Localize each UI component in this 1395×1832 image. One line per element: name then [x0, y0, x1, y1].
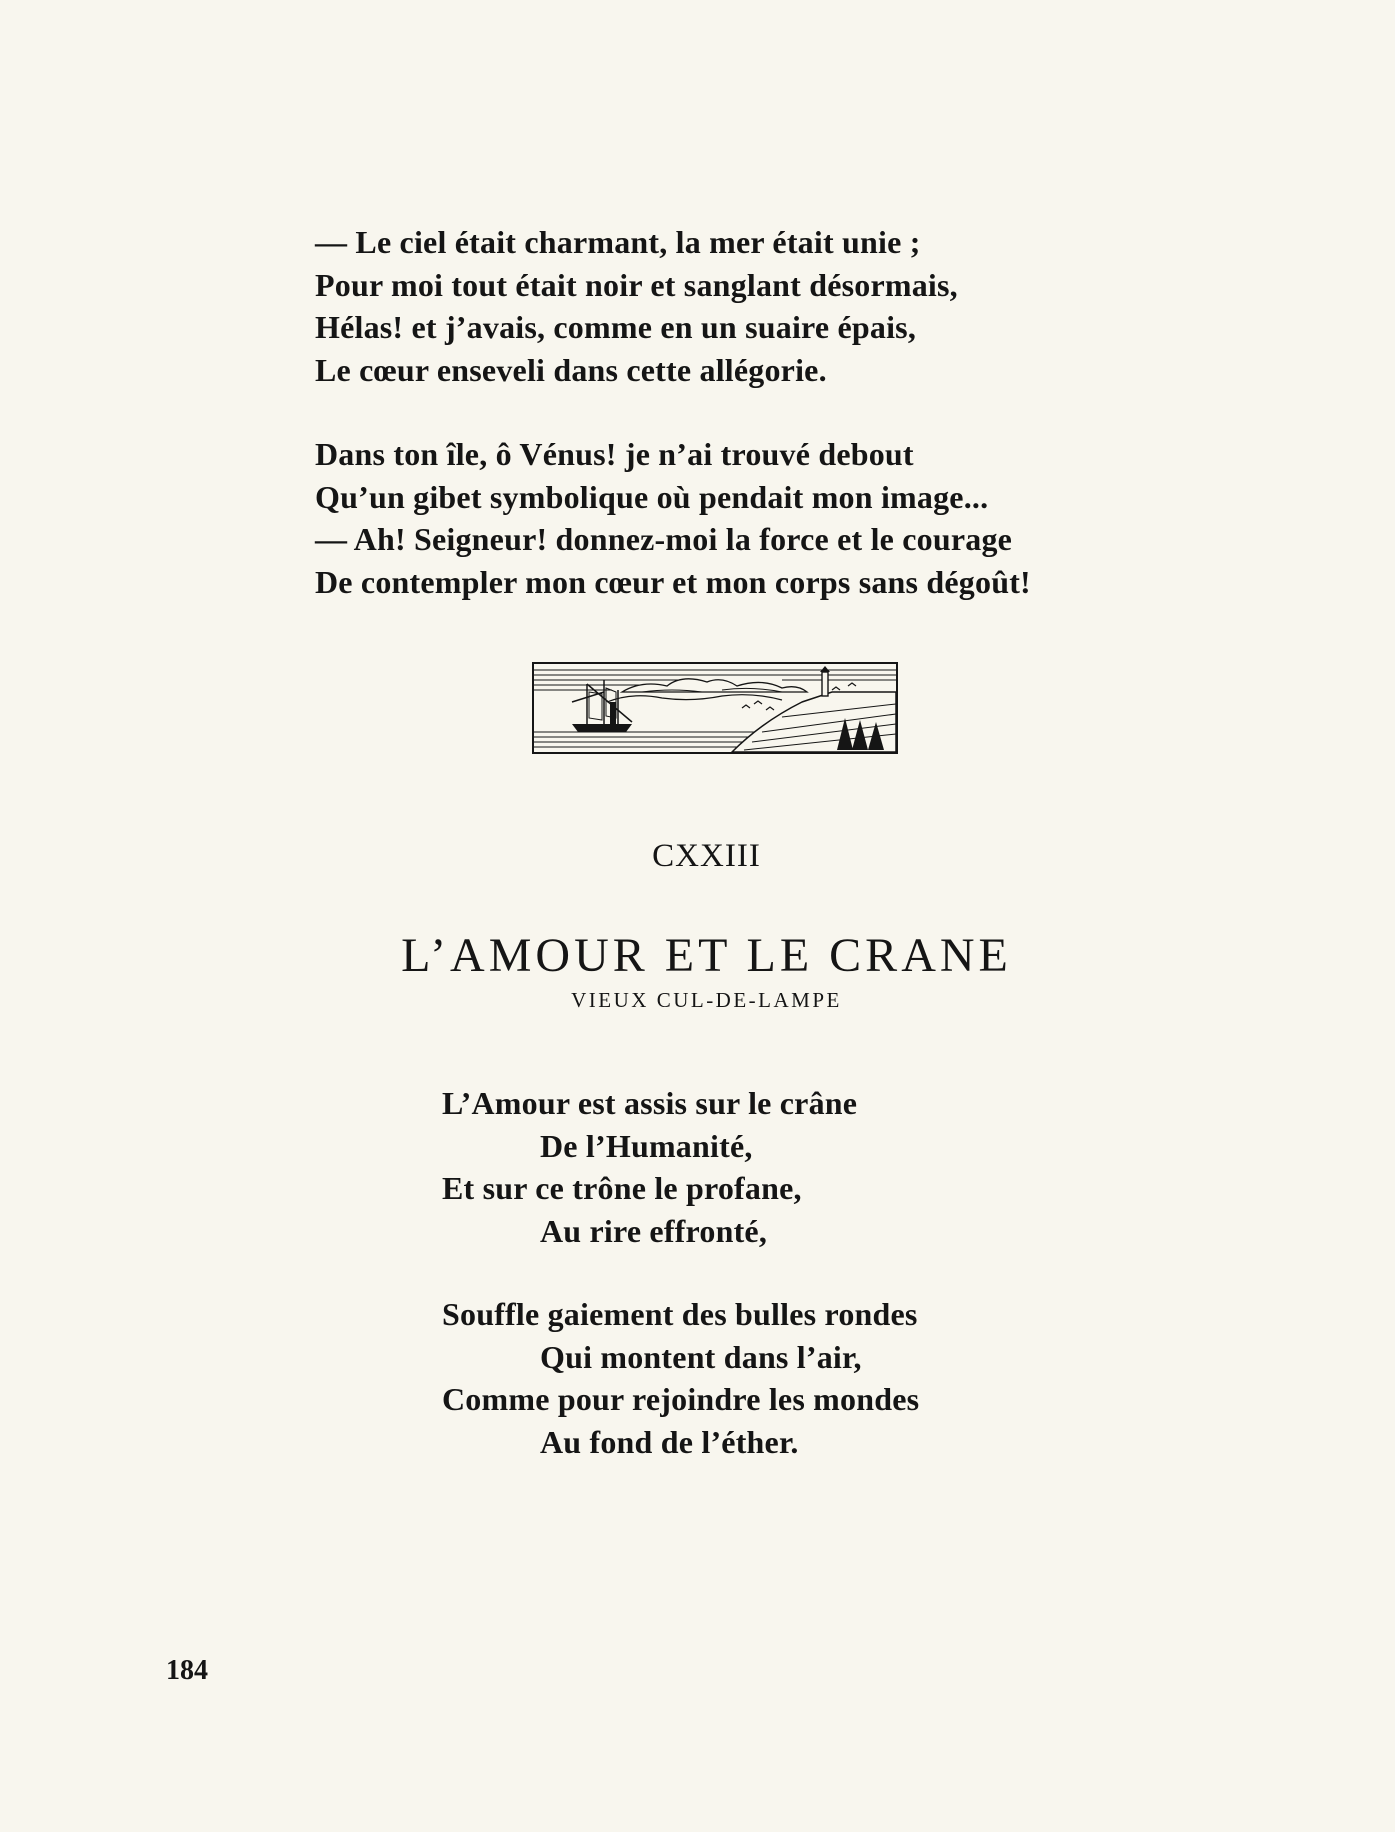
verse-line: Qu’un gibet symbolique où pendait mon image... — [315, 478, 989, 515]
stanza-2 — [315, 433, 1031, 603]
verse-line: — Ah! Seigneur! donnez-moi la force et le courage — [315, 521, 1013, 557]
page-number: 184 — [166, 1655, 208, 1686]
poem-subtitle: VIEUX CUL-DE-LAMPE — [571, 988, 842, 1012]
verse-line: Pour moi tout était noir et sanglant désormais, — [315, 266, 958, 303]
section-number: CXXIII — [652, 838, 761, 874]
verse-line: De l’Humanité, — [540, 1127, 753, 1164]
verse-line: Le cœur enseveli dans cette allégorie. — [315, 351, 827, 388]
verse-line: Dans ton île, ô Vénus! je n’ai trouvé debout — [315, 436, 914, 472]
ship-coast-engraving-icon — [532, 662, 898, 754]
verse-line: Qui montent dans l’air, — [540, 1338, 862, 1375]
verse-line: Hélas! et j’avais, comme en un suaire épais, — [315, 309, 917, 345]
stanza-3 — [442, 1082, 857, 1252]
verse-line: Comme pour rejoindre les mondes — [442, 1381, 920, 1417]
stanza-4 — [442, 1293, 919, 1463]
verse-line: L’Amour est assis sur le crâne — [442, 1085, 858, 1121]
verse-line: De contempler mon cœur et mon corps sans dégoût! — [315, 563, 1031, 600]
verse-line: Au rire effronté, — [540, 1212, 768, 1249]
verse-line: Au fond de l’éther. — [540, 1423, 799, 1460]
verse-line: Souffle gaiement des bulles rondes — [442, 1296, 918, 1332]
poem-title: L’AMOUR ET LE CRANE — [401, 929, 1012, 982]
verse-line: — Le ciel était charmant, la mer était unie ; — [315, 224, 921, 260]
verse-line: Et sur ce trône le profane, — [442, 1170, 802, 1206]
stanza-1 — [315, 221, 958, 391]
